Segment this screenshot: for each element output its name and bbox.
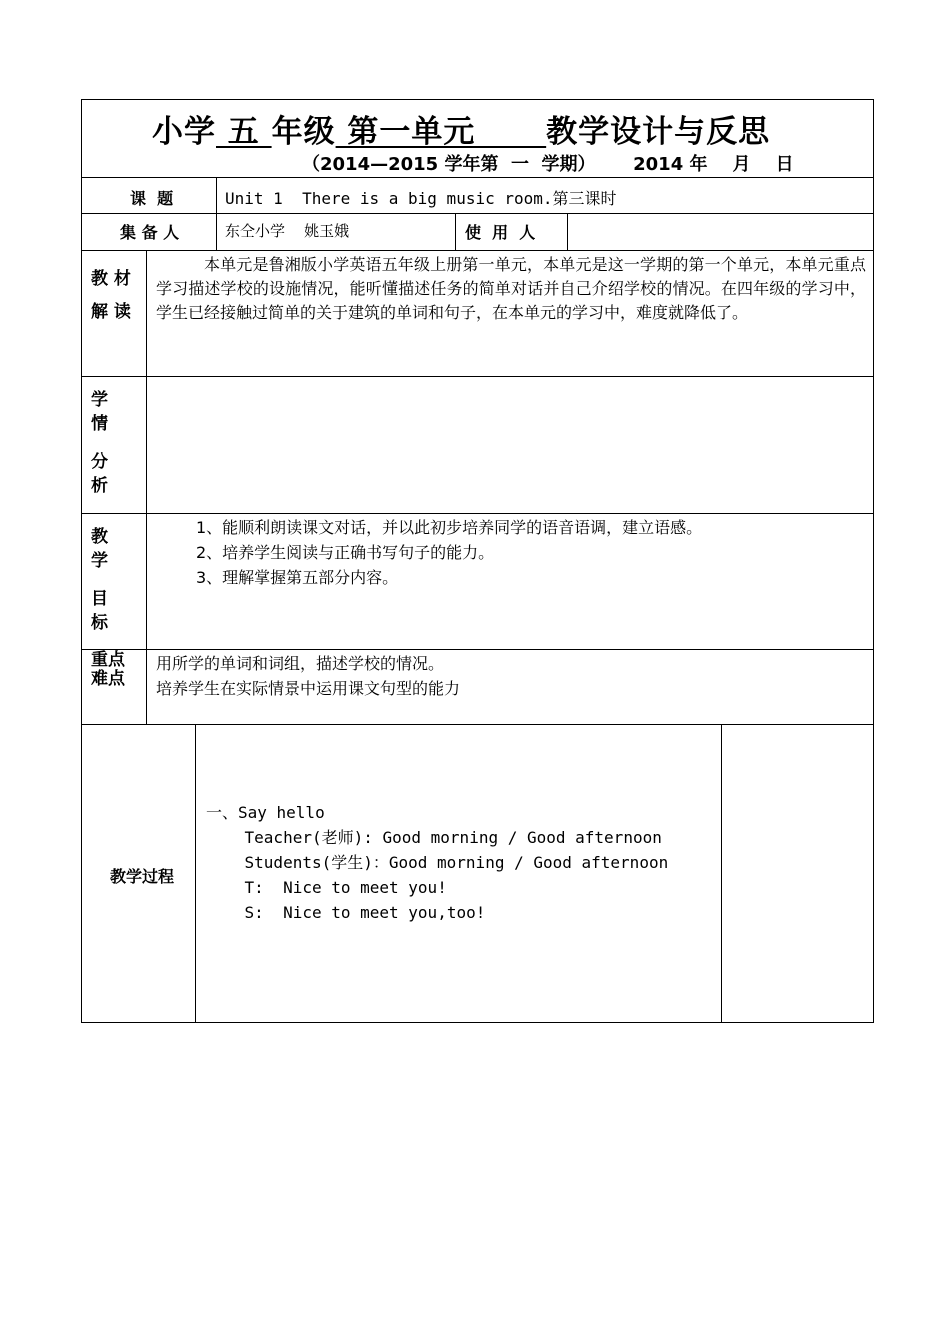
unit-field: 第一单元: [335, 114, 547, 150]
goal-item: 3、理解掌握第五部分内容。: [196, 568, 399, 587]
process-line: S: Nice to meet you,too!: [206, 903, 486, 922]
goal-item: 1、能顺利朗读课文对话，并以此初步培养同学的语音语调，建立语感。: [196, 518, 703, 537]
topic-label: 课 题: [130, 189, 174, 208]
process-line: Students(学生)：Good morning / Good afternoon: [206, 853, 669, 872]
material-label: 教 材 解 读: [91, 269, 131, 322]
process-content: [206, 800, 668, 925]
preparer-label: 集 备 人: [120, 223, 180, 242]
goals-label: 教 学 目 标: [91, 527, 108, 633]
analysis-label: 学 情 分 析: [91, 390, 108, 496]
process-line: Teacher(老师): Good morning / Good afternoon: [206, 828, 662, 847]
grade-field: 五: [216, 114, 272, 150]
goal-item: 2、培养学生阅读与正确书写句子的能力。: [196, 543, 495, 562]
key-points-list: [156, 651, 460, 701]
term-date-line: （2014—2015 学年第 一 学期） 2014 年 月 日: [302, 154, 794, 175]
process-label: 教学过程: [110, 867, 175, 886]
process-line: T: Nice to meet you!: [206, 878, 447, 897]
user-label: 使 用 人: [465, 223, 536, 242]
material-text: 本单元是鲁湘版小学英语五年级上册第一单元，本单元是这一学期的第一个单元，本单元重点学习描述学校的设施情况，能听懂描述任务的简单对话并自己介绍学校的情况。在四年级的学习中，学生已经接触过简单的关于建筑的单词和句子，在本单元的学习中，难度就降低了。: [156, 255, 866, 322]
key-points-label: 重点 难点: [91, 650, 125, 689]
key-point-item: 培养学生在实际情景中运用课文句型的能力: [156, 679, 461, 698]
topic-value: Unit 1 There is a big music room.第三课时: [225, 189, 617, 208]
preparer-value: 东仝小学 姚玉娥: [225, 222, 350, 240]
page-title: 小学 五 年级 第一单元 教学设计与反思: [152, 114, 771, 150]
process-line: 一、Say hello: [206, 803, 325, 822]
key-point-item: 用所学的单词和词组，描述学校的情况。: [156, 654, 445, 673]
goals-list: [196, 515, 702, 590]
lesson-plan-table: [81, 99, 874, 1023]
